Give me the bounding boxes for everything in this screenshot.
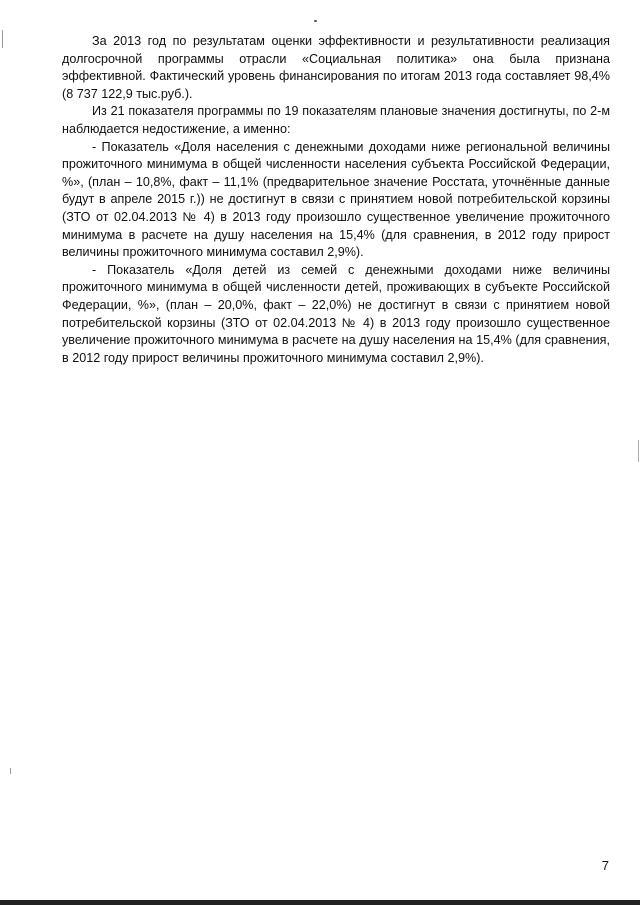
page-number: 7 — [601, 858, 609, 873]
scan-speck — [638, 440, 639, 462]
paragraph-program-efficiency: За 2013 год по результатам оценки эффективности и результативности реализация долгосрочной программы отрасли «Социальная политика» она была признана эффективной. Фактический уровень финансирования по итогам 2013 года составляет 98,4% (8 737 122,9 тыс.руб.). — [62, 34, 610, 101]
paragraph-indicator-children-share: - Показатель «Доля детей из семей с денежными доходами ниже величины прожиточного минимума в общей численности детей, проживающих в субъекте Российской Федерации, %», (план – 20,0%, факт – 22,0%) не достигнут в связи с принятием новой потребительской корзины (ЗТО от 02.04.2013 № 4) в 2013 году произошло существенное увеличение прожиточного минимума в расчете на душу населения на 15,4% (для сравнения, в 2012 году прирост величины прожиточного минимума составил 2,9%). — [62, 262, 610, 365]
scan-bottom-edge — [0, 900, 640, 905]
scan-speck — [314, 20, 317, 22]
scan-speck — [10, 768, 11, 774]
body-text — [62, 33, 610, 367]
paragraph-indicators-summary: Из 21 показателя программы по 19 показателям плановые значения достигнуты, по 2-м наблюдается недостижение, а именно: — [62, 104, 610, 136]
scan-speck — [2, 30, 3, 48]
paragraph-indicator-population-share: - Показатель «Доля населения с денежными доходами ниже региональной величины прожиточного минимума в общей численности населения субъекта Российской Федерации, %», (план – 10,8%, факт – 11,1% (предварительное значение Росстата, уточнённые данные будут в апреле 2015 г.)) не достигнут в связи с принятием новой потребительской корзины (ЗТО от 02.04.2013 № 4) в 2013 году произошло существенное увеличение прожиточного минимума в расчете на душу населения на 15,4% (для сравнения, в 2012 году прирост величины прожиточного минимума составил 2,9%). — [62, 139, 610, 260]
